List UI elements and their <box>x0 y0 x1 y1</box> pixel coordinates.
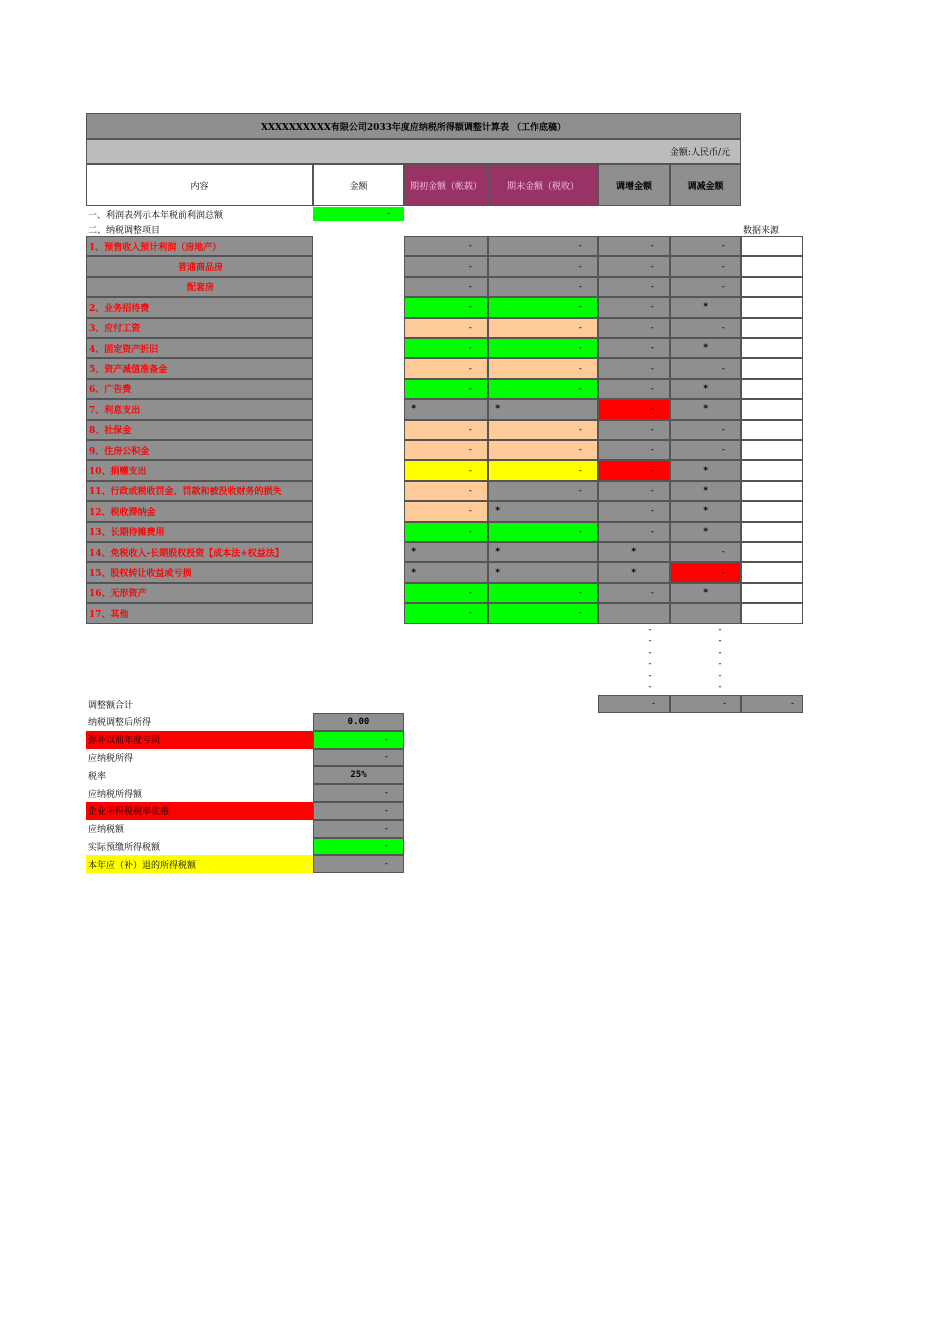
row-source-cell[interactable] <box>741 522 803 542</box>
section2-label: 二、纳税调整项目 <box>88 225 161 236</box>
currency-note: 金额:人民币/元 <box>86 139 741 164</box>
row-increase-cell[interactable]: - <box>598 583 670 603</box>
row-closing-cell[interactable]: - <box>488 440 598 460</box>
row-increase-cell[interactable]: * <box>598 562 670 582</box>
row-increase-cell[interactable]: - <box>598 399 670 419</box>
row-closing-cell[interactable]: - <box>488 358 598 378</box>
row-increase-cell[interactable]: - <box>598 420 670 440</box>
row-label: 4、固定资产折旧 <box>86 338 313 358</box>
row-closing-cell[interactable]: - <box>488 338 598 358</box>
row-source-cell[interactable] <box>741 297 803 317</box>
row-source-cell[interactable] <box>741 542 803 562</box>
row-decrease-cell[interactable]: - <box>670 420 741 440</box>
summary-value[interactable]: - <box>313 838 404 856</box>
row-closing-cell[interactable]: - <box>488 379 598 399</box>
summary-value[interactable]: - <box>313 784 404 802</box>
row-increase-cell[interactable]: - <box>598 236 670 256</box>
row-label: 8、社保金 <box>86 420 313 440</box>
row-increase-cell[interactable]: - <box>598 460 670 480</box>
row-increase-cell[interactable]: * <box>598 542 670 562</box>
row-source-cell[interactable] <box>741 256 803 276</box>
row-source-cell[interactable] <box>741 603 803 623</box>
row-increase-cell[interactable] <box>598 603 670 623</box>
row-closing-cell[interactable]: * <box>488 501 598 521</box>
row-label: 17、其他 <box>86 603 313 623</box>
row-source-cell[interactable] <box>741 460 803 480</box>
row-label: 12、税收滞纳金 <box>86 501 313 521</box>
loose-dash-decrease: - <box>717 659 723 669</box>
row-closing-cell[interactable]: - <box>488 603 598 623</box>
loose-dash-decrease: - <box>717 624 723 635</box>
row-opening-cell[interactable]: - <box>404 338 488 358</box>
row-source-cell[interactable] <box>741 379 803 399</box>
row-increase-cell[interactable]: - <box>598 440 670 460</box>
row-closing-cell[interactable]: * <box>488 562 598 582</box>
loose-dash-increase: - <box>647 624 653 635</box>
header-decrease: 调减金额 <box>670 164 741 206</box>
summary-label: 实际预缴所得税额 <box>86 838 313 856</box>
row-closing-cell[interactable]: - <box>488 277 598 297</box>
summary-value[interactable]: 25% <box>313 766 404 784</box>
summary-value[interactable]: 0.00 <box>313 713 404 731</box>
row-label: 11、行政或税收罚金、罚款和被没收财务的损失 <box>86 481 313 501</box>
row-source-cell[interactable] <box>741 501 803 521</box>
row-source-cell[interactable] <box>741 236 803 256</box>
row-increase-cell[interactable]: - <box>598 358 670 378</box>
row-label: 14、免税收入-长期股权投资【成本法+权益法】 <box>86 542 313 562</box>
row-source-cell[interactable] <box>741 358 803 378</box>
row-label: 7、利息支出 <box>86 399 313 419</box>
row-source-cell[interactable] <box>741 399 803 419</box>
summary-label: 弥补以前年度亏损 <box>86 731 313 749</box>
row-label: 1、预售收入预计利润（房地产） <box>86 236 313 256</box>
row-decrease-cell[interactable]: - <box>670 358 741 378</box>
row-closing-cell[interactable]: * <box>488 399 598 419</box>
row-opening-cell[interactable]: - <box>404 603 488 623</box>
row-closing-cell[interactable]: - <box>488 522 598 542</box>
row-label: 6、广告费 <box>86 379 313 399</box>
row-decrease-cell[interactable]: * <box>670 399 741 419</box>
row-closing-cell[interactable]: - <box>488 481 598 501</box>
summary-value[interactable]: - <box>313 749 404 767</box>
row-increase-cell[interactable]: - <box>598 379 670 399</box>
row-opening-cell[interactable]: - <box>404 522 488 542</box>
summary-label: 应纳税所得 <box>86 749 313 767</box>
row-closing-cell[interactable]: - <box>488 460 598 480</box>
row-source-cell[interactable] <box>741 562 803 582</box>
row-source-cell[interactable] <box>741 440 803 460</box>
summary-label: 纳税调整后所得 <box>86 713 313 731</box>
summary-label: 税率 <box>86 766 313 784</box>
loose-dash-decrease: - <box>717 636 723 646</box>
row-decrease-cell[interactable] <box>670 603 741 623</box>
adjust-total-decrease[interactable]: - <box>670 695 741 713</box>
row-increase-cell[interactable]: - <box>598 297 670 317</box>
row-increase-cell[interactable]: - <box>598 481 670 501</box>
row-label: 3、应付工资 <box>86 318 313 338</box>
section1-value[interactable]: - <box>313 207 404 221</box>
loose-dash-increase: - <box>647 670 653 681</box>
loose-dash-increase: - <box>647 636 653 646</box>
row-opening-cell[interactable]: * <box>404 562 488 582</box>
row-increase-cell[interactable]: - <box>598 522 670 542</box>
row-increase-cell[interactable]: - <box>598 277 670 297</box>
row-opening-cell[interactable]: - <box>404 318 488 338</box>
row-decrease-cell[interactable]: * <box>670 481 741 501</box>
loose-dash-increase: - <box>647 682 653 692</box>
data-source-label: 数据来源 <box>743 225 780 236</box>
row-closing-cell[interactable]: - <box>488 583 598 603</box>
sheet-title: XXXXXXXXXX有限公司2033年度应纳税所得额调整计算表 （工作底稿） <box>86 113 741 139</box>
row-increase-cell[interactable]: - <box>598 256 670 276</box>
row-source-cell[interactable] <box>741 481 803 501</box>
row-label: 普通商品房 <box>86 256 313 276</box>
row-label: 10、捐赠支出 <box>86 460 313 480</box>
header-increase: 调增金额 <box>598 164 670 206</box>
row-decrease-cell[interactable]: * <box>670 338 741 358</box>
summary-label: 应纳税所得额 <box>86 784 313 802</box>
summary-label: 本年应（补）退的所得税额 <box>86 855 313 873</box>
row-decrease-cell[interactable]: - <box>670 440 741 460</box>
row-opening-cell[interactable]: - <box>404 379 488 399</box>
section1-label: 一、利润表列示本年税前利润总额 <box>88 210 224 221</box>
adjust-total-increase[interactable]: - <box>598 695 670 713</box>
row-source-cell[interactable] <box>741 338 803 358</box>
row-increase-cell[interactable]: - <box>598 501 670 521</box>
row-decrease-cell[interactable]: - <box>670 542 741 562</box>
row-closing-cell[interactable]: - <box>488 297 598 317</box>
row-opening-cell[interactable]: - <box>404 583 488 603</box>
row-opening-cell[interactable]: - <box>404 481 488 501</box>
adjust-total-label: 调整额合计 <box>88 700 134 711</box>
summary-value[interactable]: - <box>313 855 404 873</box>
header-closing: 期末金额（税收） <box>488 164 598 206</box>
adjust-total-source[interactable]: - <box>741 695 803 713</box>
row-label: 5、资产减值准备金 <box>86 358 313 378</box>
row-label: 16、无形资产 <box>86 583 313 603</box>
row-decrease-cell[interactable]: - <box>670 318 741 338</box>
row-decrease-cell[interactable]: - <box>670 277 741 297</box>
row-label: 2、业务招待费 <box>86 297 313 317</box>
row-source-cell[interactable] <box>741 420 803 440</box>
row-closing-cell[interactable]: - <box>488 256 598 276</box>
row-decrease-cell[interactable]: * <box>670 297 741 317</box>
row-decrease-cell[interactable]: * <box>670 379 741 399</box>
row-decrease-cell[interactable]: * <box>670 583 741 603</box>
row-source-cell[interactable] <box>741 277 803 297</box>
row-label: 9、住房公积金 <box>86 440 313 460</box>
header-content: 内容 <box>86 164 313 206</box>
summary-value[interactable]: - <box>313 820 404 838</box>
summary-label: 企业所得税税率优惠 <box>86 802 313 820</box>
row-opening-cell[interactable]: - <box>404 358 488 378</box>
row-label: 15、股权转让收益或亏损 <box>86 562 313 582</box>
row-opening-cell[interactable]: - <box>404 256 488 276</box>
row-opening-cell[interactable]: - <box>404 460 488 480</box>
row-source-cell[interactable] <box>741 318 803 338</box>
loose-dash-increase: - <box>647 659 653 669</box>
row-closing-cell[interactable]: * <box>488 542 598 562</box>
loose-dash-decrease: - <box>717 682 723 692</box>
row-decrease-cell[interactable]: * <box>670 501 741 521</box>
row-opening-cell[interactable]: - <box>404 277 488 297</box>
row-decrease-cell[interactable]: - <box>670 562 741 582</box>
row-closing-cell[interactable]: - <box>488 236 598 256</box>
loose-dash-decrease: - <box>717 670 723 681</box>
loose-dash-increase: - <box>647 647 653 658</box>
row-opening-cell[interactable]: * <box>404 399 488 419</box>
row-opening-cell[interactable]: - <box>404 236 488 256</box>
row-opening-cell[interactable]: - <box>404 297 488 317</box>
row-decrease-cell[interactable]: * <box>670 460 741 480</box>
row-increase-cell[interactable]: - <box>598 318 670 338</box>
row-opening-cell[interactable]: - <box>404 440 488 460</box>
row-label: 配套房 <box>86 277 313 297</box>
header-amount: 金额 <box>313 164 404 206</box>
summary-value[interactable]: - <box>313 731 404 749</box>
row-source-cell[interactable] <box>741 583 803 603</box>
header-opening: 期初金额（帐载） <box>404 164 488 206</box>
loose-dash-decrease: - <box>717 647 723 658</box>
summary-label: 应纳税额 <box>86 820 313 838</box>
row-increase-cell[interactable]: - <box>598 338 670 358</box>
row-opening-cell[interactable]: * <box>404 542 488 562</box>
row-opening-cell[interactable]: - <box>404 420 488 440</box>
row-opening-cell[interactable]: - <box>404 501 488 521</box>
row-label: 13、长期待摊费用 <box>86 522 313 542</box>
summary-value[interactable]: - <box>313 802 404 820</box>
row-closing-cell[interactable]: - <box>488 420 598 440</box>
row-closing-cell[interactable]: - <box>488 318 598 338</box>
row-decrease-cell[interactable]: - <box>670 236 741 256</box>
row-decrease-cell[interactable]: - <box>670 256 741 276</box>
row-decrease-cell[interactable]: * <box>670 522 741 542</box>
